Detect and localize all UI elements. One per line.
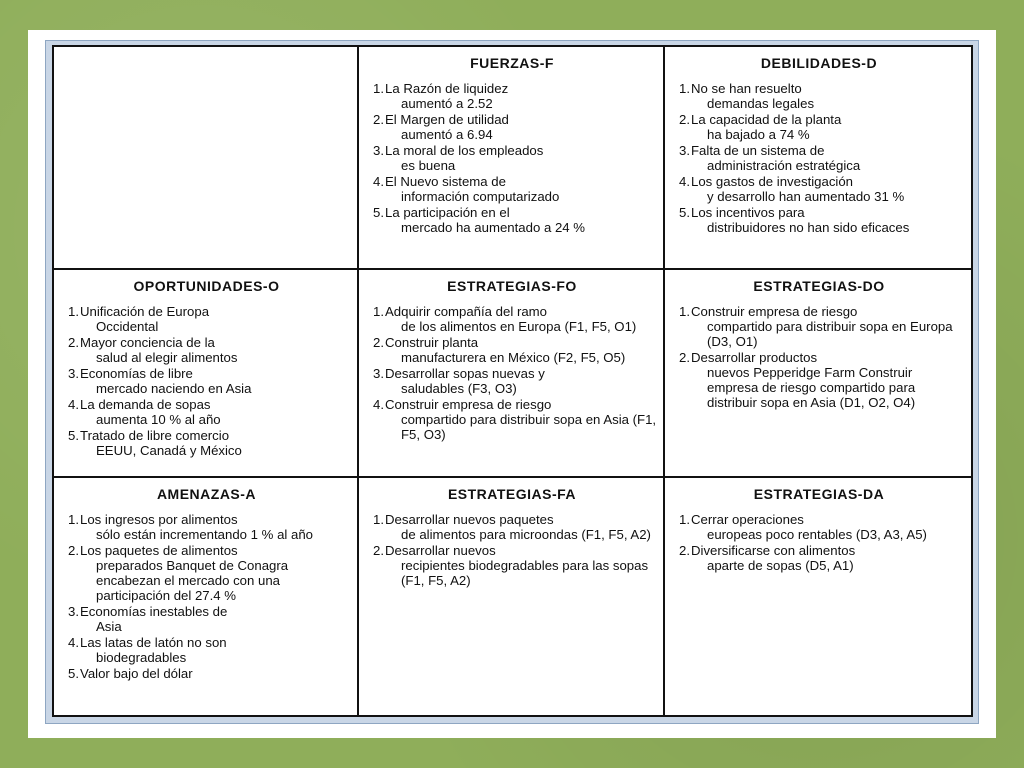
item-text-first-line: Las latas de latón no son [80, 634, 227, 650]
item-text-first-line: Unificación de Europa [80, 304, 210, 320]
fuerzas-cell [358, 46, 664, 269]
item-number: 1. [68, 511, 79, 527]
item-text-first-line: La moral de los empleados [385, 143, 544, 158]
list-item [673, 543, 965, 573]
item-text-continuation: Asia [96, 618, 122, 634]
item-number: 2. [373, 112, 384, 127]
item-text-first-line: Cerrar operaciones [691, 511, 804, 527]
item-text-first-line: Mayor conciencia de la [80, 335, 215, 351]
item-text-first-line: Economías de libre [80, 366, 193, 382]
item-number: 3. [679, 143, 690, 158]
item-number: 2. [68, 335, 79, 351]
item-number: 1. [373, 81, 384, 96]
estrategias-do-cell [664, 269, 972, 476]
item-text-continuation: recipientes biodegradables para las sopas (F1, F5, A2) [401, 557, 649, 588]
item-number: 2. [679, 112, 690, 127]
item-text-continuation: biodegradables [96, 649, 187, 665]
item-number: 3. [373, 143, 384, 158]
item-text-continuation: Occidental [96, 319, 159, 335]
item-text-first-line: Los incentivos para [691, 205, 805, 220]
item-text-first-line: Adquirir compañía del ramo [385, 304, 547, 320]
item-text-continuation: aumentó a 2.52 [401, 96, 493, 111]
item-text-continuation: europeas poco rentables (D3, A3, A5) [707, 526, 927, 542]
item-text-first-line: Diversificarse con alimentos [691, 542, 856, 558]
item-list [367, 304, 657, 442]
item-number: 4. [373, 397, 384, 413]
item-text-continuation: es buena [401, 158, 456, 173]
list-item [62, 428, 351, 458]
item-text-continuation: manufacturera en México (F2, F5, O5) [401, 350, 626, 366]
cell-header: ESTRATEGIAS-DA [753, 485, 885, 502]
amenazas-cell [53, 477, 358, 716]
item-text-continuation: de alimentos para microondas (F1, F5, A2) [401, 526, 651, 542]
item-text-continuation: demandas legales [707, 96, 815, 111]
item-text-continuation: preparados Banquet de Conagra encabezan el mercado con una participación del 27.4 % [96, 557, 289, 603]
list-item [673, 174, 965, 204]
swot-matrix-table [52, 45, 973, 717]
item-number: 2. [679, 542, 690, 558]
cell-header: ESTRATEGIAS-FA [447, 485, 577, 502]
item-text-continuation: ha bajado a 74 % [707, 127, 810, 142]
list-item [367, 512, 657, 542]
list-item [62, 666, 351, 681]
item-number: 1. [679, 304, 690, 320]
item-number: 3. [68, 366, 79, 382]
list-item [367, 304, 657, 334]
item-text-first-line: Tratado de libre comercio [80, 428, 230, 444]
cell-header: ESTRATEGIAS-DO [753, 278, 885, 295]
item-text-continuation: y desarrollo han aumentado 31 % [707, 189, 905, 204]
item-text-first-line: Los gastos de investigación [691, 174, 854, 189]
item-text-first-line: La capacidad de la planta [691, 112, 842, 127]
item-text-first-line: La participación en el [385, 205, 510, 220]
list-item [673, 205, 965, 235]
item-list [673, 304, 965, 410]
item-number: 4. [373, 174, 384, 189]
item-number: 2. [68, 542, 79, 558]
item-text-continuation: nuevos Pepperidge Farm Construir empresa de riesgo compartido para distribuir sopa en Asia (D1, O2, O4) [707, 365, 916, 411]
item-text-first-line: No se han resuelto [691, 81, 802, 96]
item-text-continuation: información computarizado [401, 189, 560, 204]
item-text-first-line: El Margen de utilidad [385, 112, 509, 127]
item-number: 1. [68, 304, 79, 320]
item-number: 4. [68, 397, 79, 413]
item-text-first-line: Construir empresa de riesgo [385, 397, 552, 413]
item-number: 5. [679, 205, 690, 220]
item-text-first-line: Construir empresa de riesgo [691, 304, 858, 320]
item-text-first-line: Desarrollar sopas nuevas y [385, 366, 545, 382]
item-text-continuation: mercado naciendo en Asia [96, 381, 252, 397]
item-number: 2. [373, 335, 384, 351]
slide [28, 30, 996, 738]
item-text-continuation: distribuidores no han sido eficaces [707, 220, 910, 235]
item-text-continuation: administración estratégica [707, 158, 861, 173]
item-list [673, 512, 965, 573]
empty-corner-cell [53, 46, 358, 269]
cell-header: DEBILIDADES-D [760, 55, 878, 71]
list-item [62, 366, 351, 396]
list-item [367, 543, 657, 588]
item-list [62, 304, 351, 458]
cell-header: OPORTUNIDADES-O [133, 278, 280, 295]
item-text-first-line: Construir planta [385, 335, 479, 351]
item-list [367, 81, 657, 235]
list-item [673, 512, 965, 542]
item-number: 5. [373, 205, 384, 220]
item-text-first-line: Los ingresos por alimentos [80, 511, 238, 527]
item-text-first-line: Economías inestables de [80, 603, 228, 619]
list-item [673, 143, 965, 173]
item-text-continuation: compartido para distribuir sopa en Europa (D3, O1) [707, 319, 953, 350]
list-item [62, 397, 351, 427]
item-text-first-line: Desarrollar productos [691, 350, 818, 366]
item-text-first-line: El Nuevo sistema de [385, 174, 506, 189]
item-text-continuation: aumenta 10 % al año [96, 412, 221, 428]
estrategias-fa-cell [358, 477, 664, 716]
item-number: 2. [679, 350, 690, 366]
item-number: 3. [68, 603, 79, 619]
cell-header: FUERZAS-F [470, 55, 554, 71]
item-text-first-line: Valor bajo del dólar [80, 665, 193, 681]
estrategias-da-cell [664, 477, 972, 716]
item-list [673, 81, 965, 235]
list-item [62, 335, 351, 365]
item-text-continuation: EEUU, Canadá y México [96, 443, 242, 459]
estrategias-fo-cell [358, 269, 664, 476]
item-text-continuation: compartido para distribuir sopa en Asia (F1, F5, O3) [401, 412, 657, 443]
list-item [367, 205, 657, 235]
item-number: 2. [373, 542, 384, 558]
item-number: 3. [373, 366, 384, 382]
item-text-continuation: aumentó a 6.94 [401, 127, 493, 142]
table-frame [45, 40, 979, 724]
list-item [673, 350, 965, 410]
list-item [62, 604, 351, 634]
item-text-continuation: aparte de sopas (D5, A1) [707, 557, 854, 573]
list-item [367, 397, 657, 442]
item-number: 4. [68, 634, 79, 650]
cell-header: AMENAZAS-A [156, 485, 257, 502]
item-number: 1. [679, 511, 690, 527]
list-item [367, 81, 657, 111]
list-item [367, 174, 657, 204]
list-item [367, 143, 657, 173]
item-list [62, 512, 351, 681]
list-item [367, 366, 657, 396]
item-number: 1. [679, 81, 690, 96]
list-item [367, 335, 657, 365]
list-item [673, 81, 965, 111]
item-number: 1. [373, 304, 384, 320]
item-text-first-line: Los paquetes de alimentos [80, 542, 238, 558]
item-text-first-line: Desarrollar nuevos paquetes [385, 511, 554, 527]
list-item [367, 112, 657, 142]
list-item [62, 304, 351, 334]
item-text-first-line: La demanda de sopas [80, 397, 211, 413]
item-text-continuation: de los alimentos en Europa (F1, F5, O1) [401, 319, 637, 335]
item-text-first-line: Falta de un sistema de [691, 143, 825, 158]
list-item [62, 635, 351, 665]
item-text-first-line: Desarrollar nuevos [385, 542, 496, 558]
list-item [673, 304, 965, 349]
list-item [673, 112, 965, 142]
item-text-first-line: La Razón de liquidez [385, 81, 509, 96]
item-list [367, 512, 657, 588]
oportunidades-cell [53, 269, 358, 476]
item-text-continuation: mercado ha aumentado a 24 % [401, 220, 586, 235]
list-item [62, 543, 351, 603]
item-text-continuation: saludables (F3, O3) [401, 381, 517, 397]
item-number: 4. [679, 174, 690, 189]
item-number: 1. [373, 511, 384, 527]
item-number: 5. [68, 428, 79, 444]
item-text-continuation: salud al elegir alimentos [96, 350, 238, 366]
debilidades-cell [664, 46, 972, 269]
item-number: 5. [68, 665, 79, 681]
item-text-continuation: sólo están incrementando 1 % al año [96, 526, 314, 542]
list-item [62, 512, 351, 542]
cell-header: ESTRATEGIAS-FO [447, 278, 577, 295]
